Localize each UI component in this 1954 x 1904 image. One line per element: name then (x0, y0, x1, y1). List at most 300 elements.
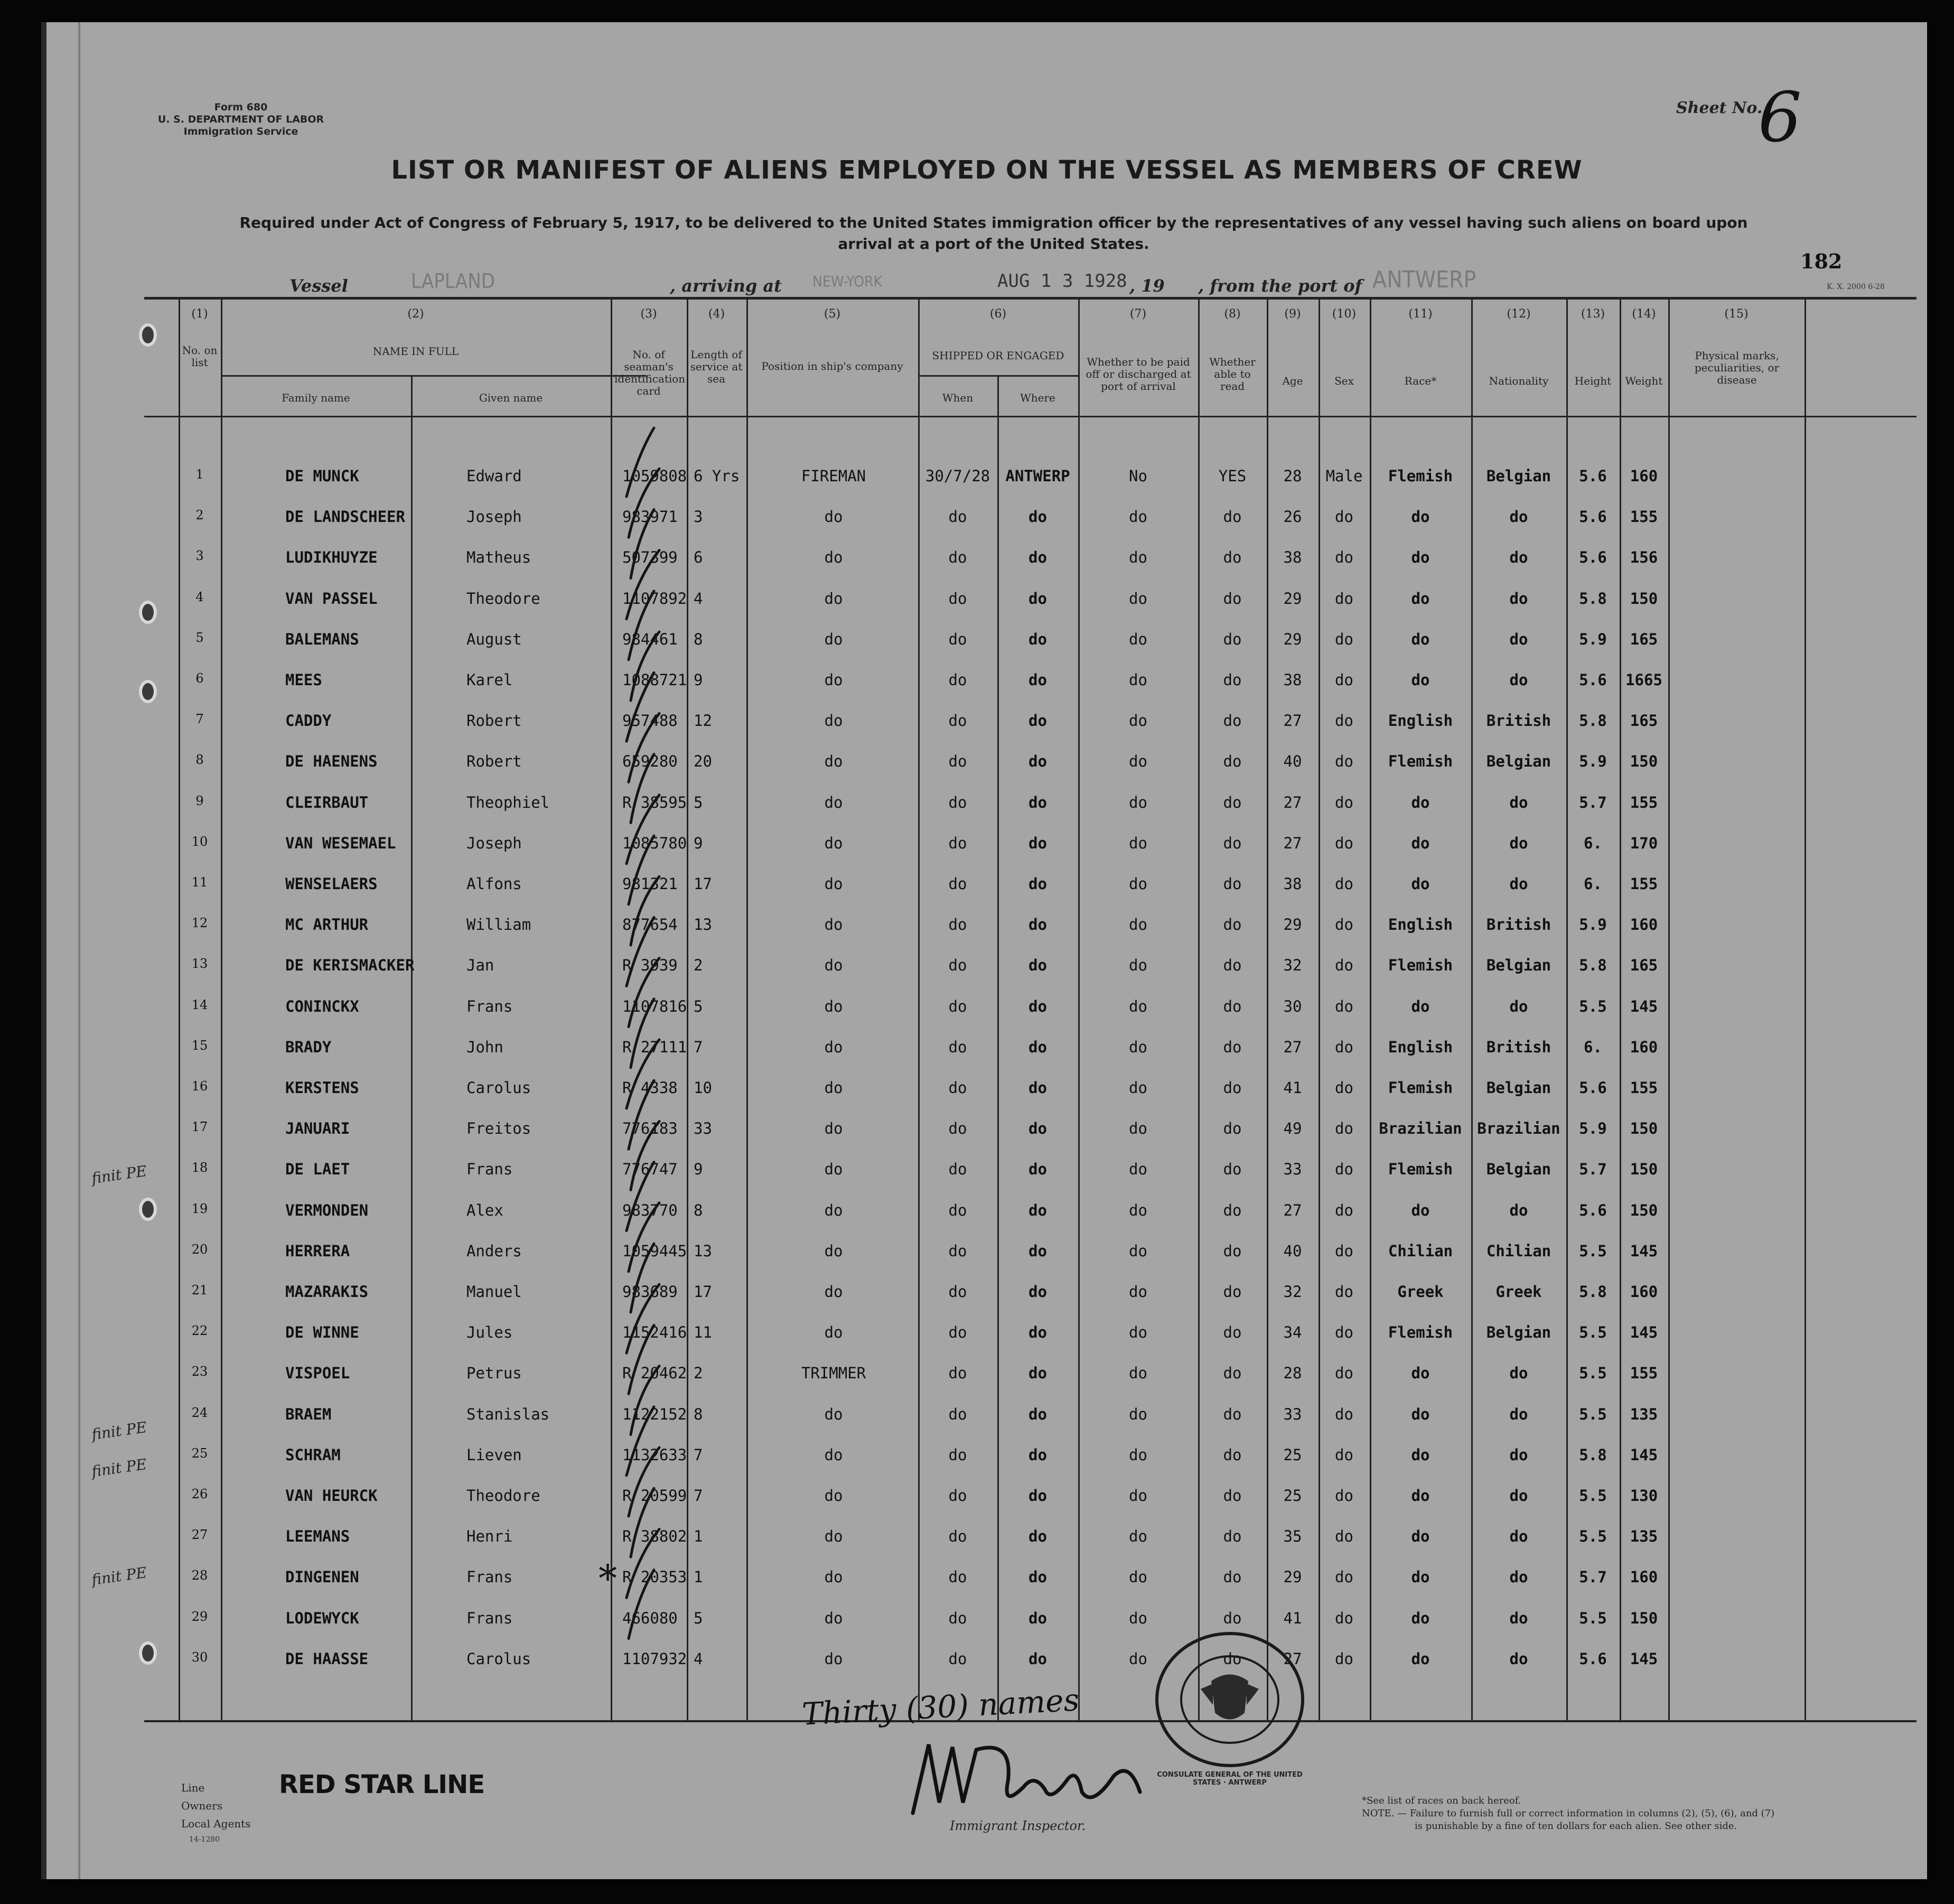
cell-no: 3 (195, 548, 204, 564)
cell-nationality: do (1509, 1405, 1528, 1423)
cell-service: 6 (694, 548, 703, 567)
cell-position: do (824, 956, 843, 975)
cell-age: 25 (1283, 1445, 1302, 1464)
cell-where: do (1029, 793, 1047, 811)
cell-paid: do (1129, 1649, 1147, 1668)
cell-paid: do (1129, 875, 1147, 893)
cell-nationality: Belgian (1486, 1323, 1551, 1342)
cell-race: do (1411, 671, 1430, 689)
header-race: Race* (1404, 375, 1437, 387)
from-port-label: , from the port of (1198, 276, 1362, 296)
cell-no: 18 (191, 1160, 208, 1175)
cell-family: DE HAASSE (285, 1649, 369, 1668)
cell-given: Karel (466, 671, 513, 689)
cell-where: do (1029, 1568, 1047, 1586)
cell-age: 27 (1283, 1649, 1302, 1668)
cell-nationality: do (1509, 1445, 1528, 1464)
cell-paid: do (1129, 1119, 1147, 1138)
cell-weight: 170 (1630, 834, 1658, 852)
cell-service: 5 (694, 1609, 703, 1627)
header-family-name: Family name (282, 391, 350, 404)
cell-when: 30/7/28 (925, 467, 990, 485)
cell-age: 32 (1283, 1283, 1302, 1301)
column-number: (1) (191, 307, 208, 321)
cell-height: 5.7 (1579, 793, 1607, 811)
cell-no: 15 (191, 1038, 208, 1053)
cell-family: LODEWYCK (285, 1609, 359, 1627)
cell-height: 5.6 (1579, 548, 1607, 567)
cell-read: do (1223, 1038, 1242, 1056)
cell-sex: do (1335, 1283, 1353, 1301)
cell-age: 26 (1283, 508, 1302, 526)
cell-read: do (1223, 712, 1242, 730)
cell-position: TRIMMER (801, 1364, 866, 1383)
local-agents-label: Local Agents (181, 1817, 251, 1830)
cell-no: 25 (191, 1445, 208, 1461)
cell-weight: 145 (1630, 1323, 1658, 1342)
cell-given: Matheus (466, 548, 531, 567)
col-rule (1668, 298, 1670, 1721)
cell-where: do (1029, 752, 1047, 771)
vessel-label: Vessel (289, 276, 348, 296)
cell-height: 5.9 (1579, 630, 1607, 648)
cell-where: do (1029, 712, 1047, 730)
cell-paid: do (1129, 1364, 1147, 1383)
footer-labels (181, 1779, 250, 1833)
cell-weight: 155 (1630, 1364, 1658, 1383)
cell-given: Carolus (466, 1079, 531, 1097)
cell-when: do (948, 997, 967, 1015)
cell-given: Theodore (466, 589, 540, 608)
header-id-card: No. of seaman's identification card (614, 348, 686, 397)
cell-given: Joseph (466, 508, 522, 526)
cell-id: 776183 (622, 1119, 678, 1138)
cell-nationality: Greek (1495, 1283, 1542, 1301)
cell-race: Flemish (1388, 752, 1453, 771)
cell-weight: 160 (1630, 1568, 1658, 1586)
cell-nationality: do (1509, 508, 1528, 526)
cell-height: 5.7 (1579, 1568, 1607, 1586)
cell-weight: 155 (1630, 1079, 1658, 1097)
cell-paid: do (1129, 1609, 1147, 1627)
cell-given: Joseph (466, 834, 522, 852)
cell-sex: do (1335, 1527, 1353, 1546)
header-nationality: Nationality (1489, 375, 1549, 387)
cell-paid: do (1129, 1242, 1147, 1260)
cell-id: 1088721 (622, 671, 687, 689)
cell-sex: do (1335, 1405, 1353, 1423)
column-number: (3) (640, 307, 657, 321)
cell-read: do (1223, 1445, 1242, 1464)
column-number: (9) (1284, 307, 1301, 321)
table-bottom-rule (144, 1720, 1916, 1722)
cell-age: 29 (1283, 589, 1302, 608)
cell-where: do (1029, 630, 1047, 648)
cell-when: do (948, 793, 967, 811)
cell-no: 1 (195, 467, 204, 482)
cell-given: Theodore (466, 1487, 540, 1505)
cell-weight: 156 (1630, 548, 1658, 567)
cell-age: 25 (1283, 1487, 1302, 1505)
cell-family: VAN WESEMAEL (285, 834, 396, 852)
cell-paid: do (1129, 589, 1147, 608)
cell-sex: do (1335, 1119, 1353, 1138)
cell-where: do (1029, 1364, 1047, 1383)
cell-age: 40 (1283, 1242, 1302, 1260)
cell-age: 34 (1283, 1323, 1302, 1342)
cell-sex: do (1335, 1445, 1353, 1464)
cell-race: English (1388, 1038, 1453, 1056)
cell-nationality: do (1509, 671, 1528, 689)
header-shipped-engaged: SHIPPED OR ENGAGED (932, 349, 1064, 362)
column-number: (8) (1224, 307, 1241, 321)
cell-where: do (1029, 1323, 1047, 1342)
cell-no: 6 (195, 671, 204, 686)
cell-sex: do (1335, 548, 1353, 567)
header-length-service: Length of service at sea (690, 348, 743, 385)
cell-age: 33 (1283, 1405, 1302, 1423)
margin-note: finit PE (90, 1455, 148, 1481)
cell-race: do (1411, 1487, 1430, 1505)
cell-height: 5.6 (1579, 1201, 1607, 1219)
cell-id: R 38595 (622, 793, 687, 811)
cell-height: 5.5 (1579, 1323, 1607, 1342)
cell-race: do (1411, 1649, 1430, 1668)
cell-no: 5 (195, 630, 204, 645)
cell-when: do (948, 712, 967, 730)
cell-no: 19 (191, 1201, 208, 1216)
cell-age: 28 (1283, 467, 1302, 485)
cell-race: do (1411, 997, 1430, 1015)
cell-height: 5.6 (1579, 467, 1607, 485)
column-number: (2) (407, 307, 424, 321)
cell-no: 26 (191, 1487, 208, 1501)
cell-height: 5.8 (1579, 956, 1607, 975)
cell-sex: do (1335, 712, 1353, 730)
cell-paid: do (1129, 1323, 1147, 1342)
cell-sex: do (1335, 1487, 1353, 1505)
col-rule (221, 298, 222, 1721)
margin-note: finit PE (90, 1418, 148, 1444)
cell-race: do (1411, 1364, 1430, 1383)
cell-when: do (948, 916, 967, 934)
cell-position: do (824, 834, 843, 852)
cell-service: 12 (694, 712, 712, 730)
cell-no: 21 (191, 1283, 208, 1298)
tick-mark (627, 795, 659, 864)
cell-family: BRADY (285, 1038, 332, 1056)
cell-height: 5.8 (1579, 1445, 1607, 1464)
manifest-sheet (41, 22, 1927, 1879)
cell-age: 35 (1283, 1527, 1302, 1546)
cell-height: 5.9 (1579, 752, 1607, 771)
cell-race: Flemish (1388, 1323, 1453, 1342)
cell-weight: 145 (1630, 997, 1658, 1015)
cell-race: do (1411, 1527, 1430, 1546)
cell-no: 24 (191, 1405, 208, 1420)
column-number: (14) (1632, 307, 1656, 321)
cell-weight: 165 (1630, 712, 1658, 730)
cell-family: MC ARTHUR (285, 916, 369, 934)
cell-given: Petrus (466, 1364, 522, 1383)
cell-no: 8 (195, 752, 204, 768)
cell-no: 10 (191, 834, 208, 849)
cell-service: 2 (694, 956, 703, 975)
line-label: Line (181, 1781, 205, 1794)
cell-service: 4 (694, 1649, 703, 1668)
document-title: LIST OR MANIFEST OF ALIENS EMPLOYED ON THE VESSEL AS MEMBERS OF CREW (391, 155, 1583, 185)
column-number: (7) (1129, 307, 1147, 321)
cell-id: 1152416 (622, 1323, 687, 1342)
cell-weight: 160 (1630, 1283, 1658, 1301)
cell-paid: do (1129, 1283, 1147, 1301)
cell-sex: do (1335, 1160, 1353, 1179)
cell-id: 983971 (622, 508, 678, 526)
cell-family: LEEMANS (285, 1527, 350, 1546)
cell-nationality: do (1509, 630, 1528, 648)
tick-mark (627, 1529, 659, 1598)
header-when: When (942, 391, 974, 404)
cell-age: 27 (1283, 712, 1302, 730)
cell-where: do (1029, 916, 1047, 934)
cell-family: CONINCKX (285, 997, 359, 1015)
cell-position: do (824, 1079, 843, 1097)
seal-text: CONSULATE GENERAL OF THE UNITED STATES · ANTWERP (1157, 1771, 1303, 1787)
cell-when: do (948, 1079, 967, 1097)
sheet-label: Sheet No. (1676, 99, 1763, 117)
cell-when: do (948, 1364, 967, 1383)
cell-weight: 1665 (1625, 671, 1662, 689)
cell-paid: do (1129, 956, 1147, 975)
header-bottom-rule (144, 416, 1916, 417)
cell-position: do (824, 1283, 843, 1301)
cell-read: do (1223, 1323, 1242, 1342)
cell-family: VAN HEURCK (285, 1487, 378, 1505)
cell-paid: do (1129, 1160, 1147, 1179)
cell-weight: 130 (1630, 1487, 1658, 1505)
cell-nationality: do (1509, 1527, 1528, 1546)
cell-race: Flemish (1388, 1079, 1453, 1097)
cell-id: R 20353 (622, 1568, 687, 1586)
cell-given: Robert (466, 752, 522, 771)
cell-nationality: do (1509, 1364, 1528, 1383)
cell-read: do (1223, 1160, 1242, 1179)
cell-weight: 155 (1630, 793, 1658, 811)
cell-id: 1107932 (622, 1649, 687, 1668)
cell-read: do (1223, 1364, 1242, 1383)
cell-no: 9 (195, 793, 204, 808)
cell-nationality: do (1509, 1487, 1528, 1505)
cell-height: 5.5 (1579, 1242, 1607, 1260)
cell-id: 466080 (622, 1609, 678, 1627)
cell-given: Manuel (466, 1283, 522, 1301)
page-reference: 182 (1800, 249, 1843, 273)
cell-id: 1107816 (622, 997, 687, 1015)
cell-height: 5.9 (1579, 916, 1607, 934)
header-no-on-list: No. on list (182, 344, 218, 369)
cell-when: do (948, 834, 967, 852)
cell-weight: 150 (1630, 1160, 1658, 1179)
cell-read: do (1223, 1487, 1242, 1505)
header-where: Where (1020, 391, 1055, 404)
cell-when: do (948, 589, 967, 608)
cell-paid: do (1129, 548, 1147, 567)
form-number: Form 680 (214, 101, 268, 113)
sheet-number: 6 (1758, 77, 1802, 157)
cell-read: do (1223, 671, 1242, 689)
cell-weight: 160 (1630, 916, 1658, 934)
cell-race: Chilian (1388, 1242, 1453, 1260)
cell-family: DE HAENENS (285, 752, 378, 771)
cell-sex: do (1335, 1649, 1353, 1668)
cell-service: 2 (694, 1364, 703, 1383)
cell-weight: 150 (1630, 1201, 1658, 1219)
header-position: Position in ship's company (761, 360, 903, 372)
cell-position: do (824, 1119, 843, 1138)
cell-age: 49 (1283, 1119, 1302, 1138)
cell-position: do (824, 1609, 843, 1627)
cell-given: Freitos (466, 1119, 531, 1138)
signature-caption: Immigrant Inspector. (950, 1818, 1086, 1833)
cell-service: 9 (694, 834, 703, 852)
cell-family: DE LAET (285, 1160, 350, 1179)
tick-mark (627, 1162, 654, 1231)
cell-where: do (1029, 1527, 1047, 1546)
cell-when: do (948, 1649, 967, 1668)
cell-where: do (1029, 1609, 1047, 1627)
cell-height: 5.5 (1579, 1527, 1607, 1546)
cell-race: do (1411, 630, 1430, 648)
cell-nationality: do (1509, 1201, 1528, 1219)
cell-race: do (1411, 834, 1430, 852)
footer-note: is punishable by a fine of ten dollars for each alien. See other side. (1415, 1821, 1737, 1832)
cell-nationality: Brazilian (1477, 1119, 1560, 1138)
cell-nationality: British (1486, 916, 1551, 934)
cell-family: MAZARAKIS (285, 1283, 369, 1301)
cell-age: 29 (1283, 1568, 1302, 1586)
cell-when: do (948, 1445, 967, 1464)
cell-id: 983689 (622, 1283, 678, 1301)
cell-sex: do (1335, 956, 1353, 975)
cell-read: do (1223, 1079, 1242, 1097)
cell-id: 984461 (622, 630, 678, 648)
header-sex: Sex (1334, 375, 1354, 387)
cell-nationality: Belgian (1486, 752, 1551, 771)
arrival-date: AUG 1 3 1928 (997, 270, 1127, 292)
cell-height: 5.7 (1579, 1160, 1607, 1179)
cell-weight: 150 (1630, 589, 1658, 608)
cell-no: 28 (191, 1568, 208, 1583)
cell-sex: do (1335, 589, 1353, 608)
cell-age: 27 (1283, 1201, 1302, 1219)
cell-paid: do (1129, 752, 1147, 771)
cell-age: 27 (1283, 834, 1302, 852)
cell-race: English (1388, 712, 1453, 730)
cell-position: do (824, 1649, 843, 1668)
cell-given: John (466, 1038, 503, 1056)
cell-race: do (1411, 1609, 1430, 1627)
cell-where: do (1029, 1405, 1047, 1423)
cell-position: do (824, 712, 843, 730)
tick-mark (627, 1040, 659, 1108)
cell-sex: do (1335, 1242, 1353, 1260)
subtitle-line-2: arrival at a port of the United States. (838, 235, 1149, 253)
cell-nationality: Belgian (1486, 956, 1551, 975)
punch-hole (139, 323, 157, 347)
tick-mark (627, 550, 659, 619)
cell-no: 29 (191, 1609, 208, 1624)
cell-age: 30 (1283, 997, 1302, 1015)
service-name: Immigration Service (183, 126, 298, 137)
cell-weight: 150 (1630, 1609, 1658, 1627)
cell-weight: 145 (1630, 1242, 1658, 1260)
column-number: (15) (1724, 307, 1749, 321)
cell-service: 11 (694, 1323, 712, 1342)
cell-paid: do (1129, 834, 1147, 852)
cell-when: do (948, 1038, 967, 1056)
cell-read: do (1223, 875, 1242, 893)
cell-when: do (948, 1242, 967, 1260)
punch-hole (139, 601, 157, 624)
cell-sex: Male (1325, 467, 1363, 485)
cell-id: 981321 (622, 875, 678, 893)
departure-port: ANTWERP (1372, 266, 1476, 293)
cell-height: 5.8 (1579, 589, 1607, 608)
cell-nationality: Belgian (1486, 467, 1551, 485)
cell-read: do (1223, 548, 1242, 567)
cell-id: 1122152 (622, 1405, 687, 1423)
cell-when: do (948, 1201, 967, 1219)
cell-height: 5.8 (1579, 712, 1607, 730)
cell-where: do (1029, 589, 1047, 608)
cell-family: VISPOEL (285, 1364, 350, 1383)
cell-weight: 150 (1630, 1119, 1658, 1138)
cell-when: do (948, 875, 967, 893)
cell-given: William (466, 916, 531, 934)
print-code: K. X. 2000 6-28 (1827, 283, 1885, 291)
cell-race: do (1411, 508, 1430, 526)
col-rule (611, 298, 612, 1721)
cell-where: do (1029, 834, 1047, 852)
cell-service: 17 (694, 875, 712, 893)
asterisk-mark: * (599, 1557, 617, 1600)
cell-id: 1085780 (622, 834, 687, 852)
cell-age: 29 (1283, 916, 1302, 934)
cell-family: BALEMANS (285, 630, 359, 648)
cell-service: 9 (694, 671, 703, 689)
cell-read: do (1223, 1242, 1242, 1260)
cell-service: 9 (694, 1160, 703, 1179)
cell-id: R 27111 (622, 1038, 687, 1056)
header-able-read: Whether able to read (1209, 356, 1256, 393)
cell-when: do (948, 1487, 967, 1505)
cell-where: do (1029, 997, 1047, 1015)
column-number: (4) (708, 307, 725, 321)
cell-nationality: Belgian (1486, 1160, 1551, 1179)
punch-hole (139, 1641, 157, 1665)
cell-when: do (948, 1405, 967, 1423)
cell-service: 3 (694, 508, 703, 526)
header-paid-off: Whether to be paid off or discharged at port of arrival (1086, 356, 1191, 393)
cell-position: FIREMAN (801, 467, 866, 485)
punch-hole (139, 1198, 157, 1221)
cell-weight: 165 (1630, 956, 1658, 975)
cell-where: do (1029, 1038, 1047, 1056)
name-subheader-rule (221, 375, 647, 377)
year-label: , 19 (1129, 276, 1165, 296)
cell-given: Jan (466, 956, 494, 975)
column-number: (11) (1408, 307, 1433, 321)
